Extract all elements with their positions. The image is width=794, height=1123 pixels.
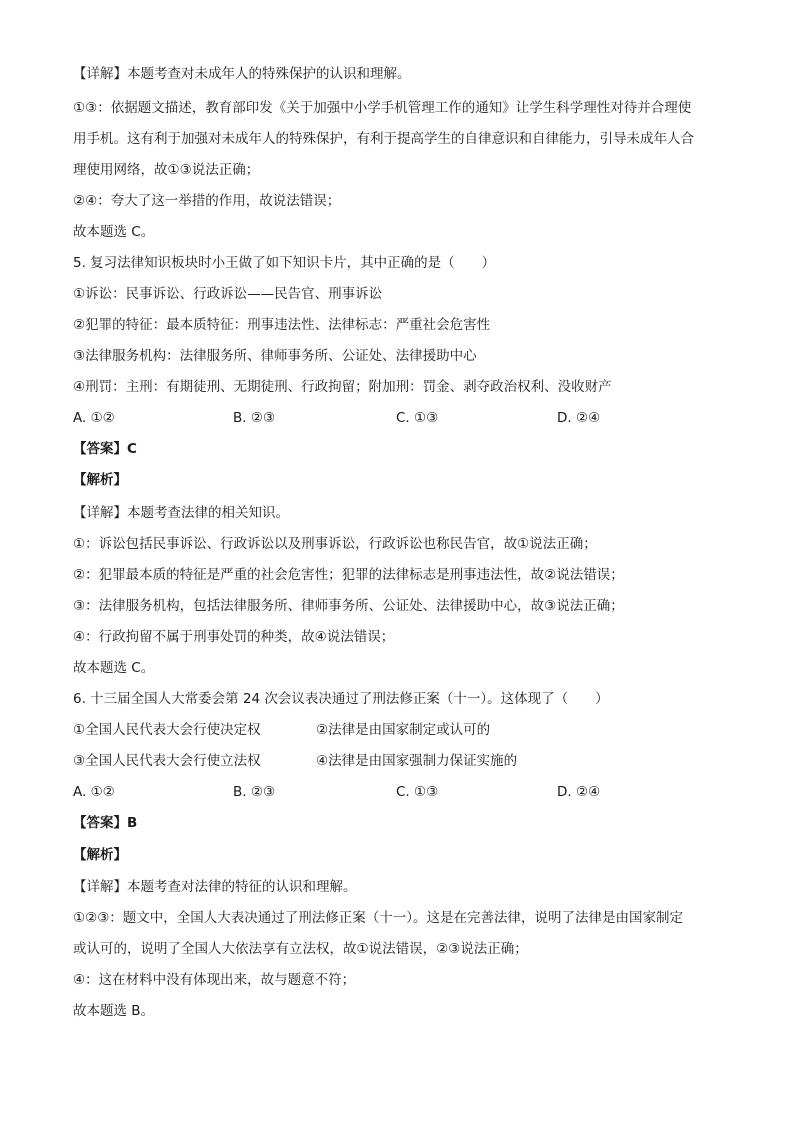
explanation-line: ②④：夸大了这一举措的作用，故说法错误； — [73, 193, 341, 209]
statement-item: ④法律是由国家强制力保证实施的 — [316, 753, 518, 769]
explanation-line: ③：法律服务机构，包括法律服务所、律师事务所、公证处、法律援助中心，故③说法正确； — [73, 598, 624, 614]
option-a: A. ①② — [73, 784, 115, 800]
option-b: B. ②③ — [233, 410, 276, 426]
explanation-line: 【详解】本题考查对法律的特征的认识和理解。 — [73, 879, 357, 895]
conclusion-line: 故本题选 C。 — [73, 660, 155, 676]
explanation-line: ①：诉讼包括民事诉讼、行政诉讼以及刑事诉讼，行政诉讼也称民告官，故①说法正确； — [73, 536, 597, 552]
statement-item: ②犯罪的特征：最本质特征：刑事违法性、法律标志：严重社会危害性 — [73, 317, 491, 333]
option-b: B. ②③ — [233, 784, 276, 800]
question-6-stem: 6. 十三届全国人大常委会第 24 次会议表决通过了刑法修正案（十一）。这体现了（ ） — [73, 691, 609, 707]
analysis-label: 【解析】 — [73, 472, 127, 488]
explanation-line: ①③：依据题文描述，教育部印发《关于加强中小学手机管理工作的通知》让学生科学理性对待并合理使 — [73, 100, 692, 116]
explanation-line: ④：这在材料中没有体现出来，故与题意不符； — [73, 972, 356, 988]
explanation-line: 或认可的，说明了全国人大依法享有立法权，故①说法错误，②③说法正确； — [73, 941, 528, 957]
conclusion-line: 故本题选 B。 — [73, 1003, 155, 1019]
statement-item: ①诉讼：民事诉讼、行政诉讼——民告官、刑事诉讼 — [73, 286, 383, 302]
explanation-line: 理使用网络，故①③说法正确； — [73, 162, 260, 178]
option-c: C. ①③ — [396, 784, 439, 800]
analysis-label: 【解析】 — [73, 847, 127, 863]
explanation-line: 【详解】本题考查对未成年人的特殊保护的认识和理解。 — [73, 66, 411, 82]
statement-item: ②法律是由国家制定或认可的 — [316, 722, 491, 738]
explanation-line: 用手机。这有利于加强对未成年人的特殊保护，有利于提高学生的自律意识和自律能力，引导未成年人合 — [73, 131, 694, 147]
option-a: A. ①② — [73, 410, 115, 426]
statement-item: ③法律服务机构：法律服务所、律师事务所、公证处、法律援助中心 — [73, 348, 477, 364]
statement-item: ①全国人民代表大会行使决定权 — [73, 722, 261, 738]
question-5-stem: 5. 复习法律知识板块时小王做了如下知识卡片，其中正确的是（ ） — [73, 255, 496, 271]
answer-label: 【答案】C — [73, 441, 137, 457]
explanation-line: ②：犯罪最本质的特征是严重的社会危害性；犯罪的法律标志是刑事违法性，故②说法错误； — [73, 567, 624, 583]
answer-label: 【答案】B — [73, 815, 138, 831]
conclusion-line: 故本题选 C。 — [73, 224, 155, 240]
explanation-line: ④：行政拘留不属于刑事处罚的种类，故④说法错误； — [73, 629, 395, 645]
option-c: C. ①③ — [396, 410, 439, 426]
statement-item: ③全国人民代表大会行使立法权 — [73, 753, 261, 769]
statement-item: ④刑罚：主刑：有期徒刑、无期徒刑、行政拘留；附加刑：罚金、剥夺政治权利、没收财产 — [73, 379, 612, 395]
explanation-line: ①②③：题文中，全国人大表决通过了刑法修正案（十一）。这是在完善法律，说明了法律是由国家制定 — [73, 910, 684, 926]
option-d: D. ②④ — [557, 784, 601, 800]
option-d: D. ②④ — [557, 410, 601, 426]
explanation-line: 【详解】本题考查法律的相关知识。 — [73, 505, 289, 521]
